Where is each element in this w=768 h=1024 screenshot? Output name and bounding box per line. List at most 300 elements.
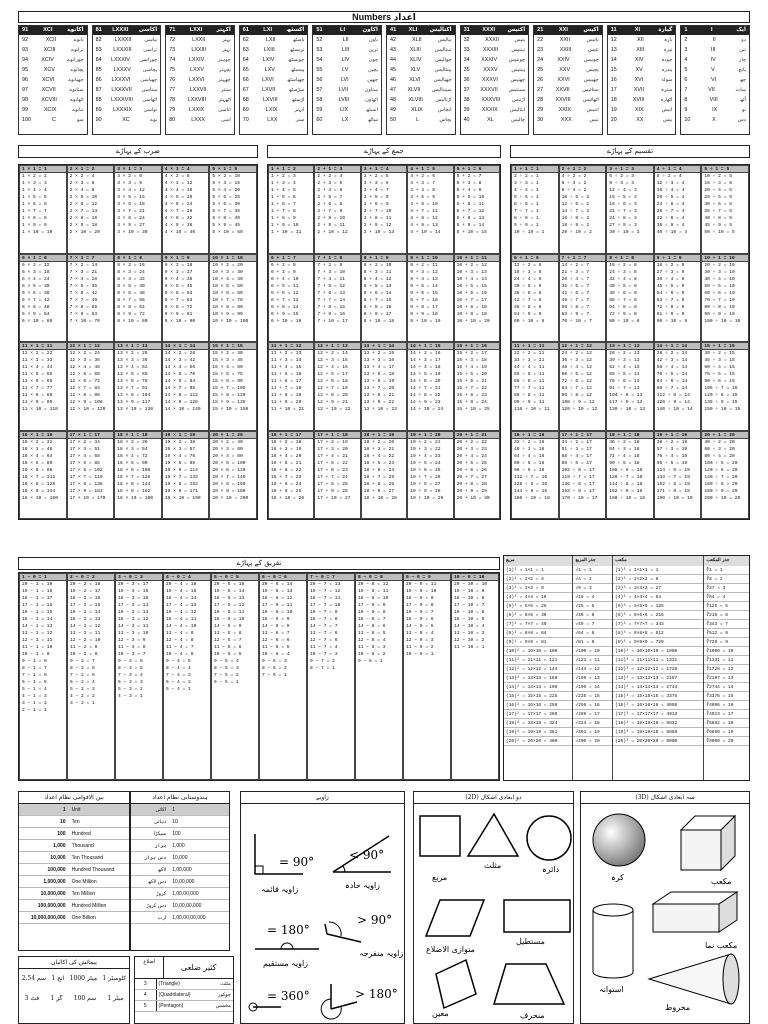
table-line: 20 + 10 = 30 — [456, 495, 490, 501]
table-line: 6 ÷ 3 = 2 — [561, 181, 587, 186]
table-line: 9 − 3 = 6 — [118, 659, 143, 664]
number-column-head — [534, 26, 602, 35]
table-line: 7 × 5 = 35 — [69, 283, 98, 289]
number-cell: 66 — [242, 77, 249, 83]
number-cell: پینتیس — [511, 67, 526, 73]
subtraction-title: تفریق کے پہاڑے — [18, 557, 500, 570]
square-root-column-head: جذر المربع — [573, 556, 612, 566]
table-line: 3 × 5 = 15 — [117, 195, 145, 200]
table-line: 33 ÷ 3 = 11 — [514, 358, 545, 363]
table-line: 9 − 2 = 7 — [70, 659, 95, 664]
table-line: 12 − 8 = 4 — [358, 638, 386, 643]
power-row: ∛1331 = 11 — [704, 656, 749, 665]
table-line: 1 + 10 = 11 — [271, 230, 302, 235]
number-row — [534, 75, 602, 85]
table-line: 18 × 2 = 36 — [117, 439, 148, 445]
table-line: 4 × 7 = 28 — [164, 209, 193, 214]
table-line: 13 + 7 = 20 — [363, 386, 395, 391]
table-line: 18 + 10 = 28 — [363, 495, 397, 501]
table-line: 16 − 2 = 14 — [70, 610, 101, 615]
table-line: 5 × 10 = 50 — [212, 230, 243, 235]
table-line: 140 ÷ 10 = 14 — [656, 407, 693, 412]
table-line: 20 + 4 = 24 — [456, 453, 487, 459]
place-number: 10,00,000 — [172, 879, 195, 885]
table-line: 17 × 7 = 119 — [69, 474, 103, 480]
power-row: (18)³ = 18×18×18 = 5832 — [613, 719, 703, 728]
table-line: 9 ÷ 3 = 3 — [609, 181, 634, 186]
division-block — [511, 431, 559, 520]
table-line: 11 × 8 = 88 — [22, 393, 53, 398]
table-line: 6 + 2 = 8 — [271, 262, 296, 268]
multiplication-block — [19, 431, 67, 520]
table-block-head: 18 ÷ 1 = 18 — [607, 432, 653, 439]
table-line: 9 − 4 = 5 — [166, 659, 191, 664]
multiplication-title: ضرب کے پہاڑے — [18, 145, 258, 158]
number-row — [534, 115, 602, 125]
table-line: 5 × 5 = 25 — [212, 195, 240, 200]
addition-block — [407, 165, 453, 254]
table-line: 45 ÷ 9 = 5 — [704, 223, 732, 228]
place-number: 1,000 — [172, 843, 185, 849]
number-cell: چوبیس — [583, 57, 599, 63]
number-row — [240, 35, 308, 45]
table-line: 54 ÷ 6 = 9 — [656, 290, 685, 296]
table-line: 4 × 4 = 16 — [164, 188, 193, 193]
table-line: 6 × 6 = 36 — [22, 290, 50, 296]
number-cell: XCII — [45, 37, 57, 43]
table-block-head: 9 × 1 = 9 — [163, 255, 209, 262]
table-line: 6 − 1 = 5 — [22, 680, 47, 685]
table-line: 18 + 2 = 20 — [363, 439, 395, 445]
subtraction-block — [19, 573, 67, 780]
table-line: 108 ÷ 9 = 12 — [561, 400, 595, 405]
table-line: 20 + 9 = 29 — [456, 488, 487, 494]
subtraction-block — [451, 573, 499, 780]
number-cell: سولہ — [661, 77, 673, 83]
power-row: ∛512 = 8 — [704, 629, 749, 638]
power-row: √225 = 15 — [573, 692, 612, 701]
table-line: 136 ÷ 8 = 17 — [561, 481, 595, 487]
table-line: 9 + 5 = 14 — [410, 283, 438, 289]
table-line: 12 − 4 = 8 — [166, 638, 194, 643]
unit-row — [19, 969, 129, 989]
table-line: 15 − 9 = 6 — [406, 617, 434, 622]
table-line: 12 × 6 = 72 — [69, 379, 100, 384]
number-row — [19, 55, 87, 65]
number-row — [93, 85, 161, 95]
table-line: 3 × 2 = 6 — [117, 174, 142, 179]
number-cell: LXXVII — [189, 87, 207, 93]
table-line: 10 − 3 = 7 — [118, 652, 146, 657]
table-line: 14 × 9 = 126 — [164, 400, 198, 405]
power-row: ∛343 = 7 — [704, 620, 749, 629]
table-line: 51 ÷ 3 = 17 — [561, 446, 592, 452]
table-line: 4 + 5 = 9 — [410, 195, 435, 200]
table-line: 12 + 7 = 19 — [317, 386, 348, 391]
place-number: 10,00,00,000 — [172, 903, 202, 909]
number-cell: LXXVIII — [187, 97, 206, 103]
number-row — [608, 45, 676, 55]
table-line: 8 + 2 = 10 — [363, 262, 392, 268]
number-cell: 24 — [537, 57, 544, 63]
number-cell: 90 — [95, 117, 102, 123]
table-line: 17 − 1 = 16 — [22, 603, 53, 608]
table-line: 13 + 2 = 15 — [363, 351, 395, 356]
number-cell: چھپن — [367, 77, 378, 83]
polygon-sides: 4 — [135, 990, 157, 1000]
table-line: 200 ÷ 10 = 20 — [704, 495, 741, 501]
number-cell: 28 — [537, 97, 544, 103]
table-line: 40 ÷ 4 = 10 — [704, 276, 735, 282]
table-line: 5 + 7 = 12 — [456, 209, 485, 214]
place-number: 1 — [172, 807, 175, 813]
table-line: 14 × 6 = 84 — [164, 379, 196, 384]
table-line: 56 ÷ 8 = 7 — [561, 304, 590, 310]
number-cell: باون — [368, 37, 378, 43]
table-line: 17 − 8 = 9 — [358, 603, 386, 608]
division-block — [559, 254, 607, 343]
addition-block — [361, 165, 407, 254]
number-cell: ننانوے — [72, 107, 84, 113]
table-line: 6 − 2 = 4 — [70, 680, 95, 685]
number-cell: 75 — [169, 67, 176, 73]
table-line: 20 − 7 = 13 — [310, 582, 341, 587]
number-cell: 22 — [537, 37, 544, 43]
number-cell: 69 — [242, 107, 249, 113]
table-line: 17 − 3 = 14 — [118, 603, 149, 608]
table-line: 112 ÷ 8 = 14 — [656, 393, 690, 398]
number-row — [387, 55, 455, 65]
polygon-sides-title: اضلاع — [135, 957, 164, 978]
place-name: One Million — [71, 879, 97, 885]
number-cell: 56 — [316, 77, 323, 83]
multiplication-block — [114, 165, 162, 254]
table-line: 15 − 6 = 9 — [262, 617, 290, 622]
number-row — [681, 115, 749, 125]
table-line: 7 − 5 = 2 — [214, 673, 239, 678]
table-block-head: 17 ÷ 1 = 17 — [560, 432, 606, 439]
table-line: 20 − 8 = 12 — [358, 582, 389, 587]
table-block-head: 17 × 1 = 17 — [68, 432, 114, 439]
number-cell: XCIX — [43, 107, 57, 113]
table-line: 19 − 4 = 15 — [166, 589, 197, 594]
number-cell: IV — [710, 57, 716, 63]
table-block-head: 4 − 0 = 4 — [164, 574, 210, 581]
power-row: √144 = 12 — [573, 665, 612, 674]
table-line: 12 × 2 = 24 — [69, 351, 100, 356]
table-line: 12 − 7 = 5 — [310, 638, 338, 643]
subtraction-block — [259, 573, 307, 780]
number-row — [240, 115, 308, 125]
table-line: 13 − 6 = 7 — [262, 631, 290, 636]
number-cell: 78 — [169, 97, 176, 103]
power-row: ∛216 = 6 — [704, 611, 749, 620]
table-line: 19 × 3 = 57 — [164, 446, 196, 452]
number-row — [387, 75, 455, 85]
table-line: 32 ÷ 2 = 16 — [514, 439, 545, 445]
table-block-head: 19 × 1 = 19 — [163, 432, 209, 439]
place-number: 100 — [172, 831, 181, 837]
division-block — [606, 342, 654, 431]
table-line: 16 − 7 = 9 — [310, 610, 338, 615]
place-name: Ten — [71, 819, 80, 825]
number-cell: سڑسٹھ — [288, 87, 305, 93]
table-line: 8 − 7 = 1 — [310, 666, 335, 671]
power-row: (6)² = 6×6 = 36 — [504, 611, 572, 620]
table-line: 7 × 7 = 49 — [69, 297, 98, 303]
number-cell: LXIII — [263, 47, 275, 53]
table-line: 2 − 1 = 1 — [22, 708, 47, 713]
number-cell: بیاسی — [144, 37, 158, 43]
number-row — [534, 55, 602, 65]
number-head-cell: I — [711, 27, 713, 33]
table-line: 1 + 4 = 5 — [271, 188, 296, 193]
polygons-box — [134, 956, 234, 1024]
table-line: 4 − 1 = 3 — [22, 694, 47, 699]
square-label: مربع — [432, 873, 448, 882]
number-cell: XVII — [633, 87, 644, 93]
table-line: 7 − 3 = 4 — [118, 673, 143, 678]
power-row: (13)² = 13×13 = 169 — [504, 674, 572, 683]
number-cell: بہتر — [222, 37, 231, 43]
table-line: 57 ÷ 3 = 19 — [656, 446, 688, 452]
table-line: 16 × 10 = 160 — [22, 495, 58, 501]
table-block-head: 20 × 1 = 20 — [210, 432, 256, 439]
table-line: 63 ÷ 7 = 9 — [656, 297, 685, 303]
power-row: ∛8 = 2 — [704, 575, 749, 584]
number-cell: انہتر — [294, 107, 305, 113]
division-block — [511, 342, 559, 431]
table-line: 8 × 8 = 64 — [117, 304, 145, 310]
table-line: 17 × 3 = 51 — [69, 446, 100, 452]
place-name: Ten Thousand — [71, 855, 104, 861]
number-cell: چھیانوے — [68, 77, 84, 83]
number-cell: 82 — [95, 37, 102, 43]
number-cell: ستائیس — [582, 87, 599, 93]
number-head-cell: 61 — [242, 27, 250, 33]
number-row — [166, 65, 234, 75]
number-cell: XX — [636, 117, 644, 123]
number-row — [313, 75, 381, 85]
table-line: 16 ÷ 4 = 4 — [656, 188, 685, 193]
number-cell: LXXXIII — [113, 47, 132, 53]
addition-tables — [267, 164, 501, 520]
table-line: 56 ÷ 7 = 8 — [609, 297, 637, 303]
number-cell: پندرہ — [661, 67, 673, 73]
table-line: 14 − 7 = 7 — [310, 624, 338, 629]
number-row — [19, 115, 87, 125]
table-line: 4 − 2 = 2 — [70, 694, 95, 699]
number-row — [19, 95, 87, 105]
number-cell: انسٹھ — [366, 107, 378, 113]
table-block-head: 7 − 0 = 7 — [308, 574, 354, 581]
table-line: 3 + 6 = 9 — [363, 202, 389, 207]
place-number: 10,000 — [172, 855, 188, 861]
power-row: √121 = 11 — [573, 656, 612, 665]
numbers-grid — [18, 25, 750, 135]
addition-block — [454, 254, 500, 343]
number-row — [93, 95, 161, 105]
number-cell: 57 — [316, 87, 323, 93]
number-row — [461, 55, 529, 65]
number-row — [240, 85, 308, 95]
number-cell: XXII — [559, 37, 570, 43]
table-line: 8 × 4 = 32 — [117, 276, 145, 282]
table-line: 4 + 8 = 12 — [410, 216, 438, 221]
table-line: 6 − 5 = 1 — [214, 680, 239, 685]
number-head-cell: XCI — [43, 27, 53, 33]
table-line: 48 ÷ 8 = 6 — [514, 304, 542, 310]
unit-cell: 1 گز — [50, 995, 63, 1002]
number-head-cell: اکہتر — [216, 27, 231, 33]
table-line: 128 ÷ 8 = 16 — [514, 481, 548, 487]
number-cell: XXXII — [485, 37, 499, 43]
table-line: 14 − 9 = 5 — [406, 624, 434, 629]
full-angle-value: = 360° — [267, 989, 310, 1003]
number-row — [313, 45, 381, 55]
place-number: 1 — [62, 807, 66, 813]
table-line: 72 ÷ 6 = 12 — [561, 379, 592, 384]
table-block-head: 6 + 1 = 7 — [269, 255, 313, 262]
table-line: 15 − 5 = 10 — [214, 617, 245, 622]
table-line: 11 − 1 = 10 — [22, 645, 53, 650]
number-head-cell: ایک — [736, 27, 746, 33]
table-line: 19 − 8 = 11 — [358, 589, 389, 594]
division-block — [559, 431, 607, 520]
unit-cell: 100 سم — [73, 995, 97, 1002]
number-cell: تریسٹھ — [289, 47, 305, 53]
number-cell: LXVI — [262, 77, 274, 83]
power-row: (14)³ = 14×14×14 = 2744 — [613, 683, 703, 692]
table-line: 16 + 3 = 19 — [271, 446, 302, 452]
table-line: 5 × 8 = 40 — [212, 216, 240, 221]
table-line: 17 + 5 = 22 — [317, 460, 348, 466]
polygon-row — [135, 990, 233, 1001]
number-row — [313, 105, 381, 115]
number-row — [681, 35, 749, 45]
table-line: 2 + 3 = 5 — [317, 181, 343, 186]
table-line: 16 + 9 = 25 — [271, 488, 302, 494]
number-cell: 88 — [95, 97, 102, 103]
power-row: (2)³ = 2×2×2 = 8 — [613, 575, 703, 584]
table-line: 70 ÷ 5 = 14 — [656, 372, 688, 377]
power-row: √81 = 9 — [573, 638, 612, 647]
table-block-head: 10 + 1 = 11 — [455, 255, 499, 262]
division-tables — [510, 164, 750, 520]
number-cell: 6 — [684, 77, 688, 83]
power-row: (5)³ = 5×5×5 = 125 — [613, 602, 703, 611]
number-row — [534, 105, 602, 115]
table-line: 14 × 10 = 140 — [164, 407, 201, 412]
table-line: 17 − 2 = 15 — [70, 603, 101, 608]
number-row — [166, 95, 234, 105]
number-cell: XCVI — [41, 77, 55, 83]
table-line: 8 − 6 = 2 — [262, 666, 287, 671]
table-line: 13 × 9 = 117 — [117, 400, 151, 405]
number-row — [240, 95, 308, 105]
table-line: 24 ÷ 4 = 6 — [514, 276, 542, 282]
table-line: 18 + 7 = 25 — [363, 474, 395, 480]
unit-cell: 1 انچ — [51, 975, 65, 982]
number-cell: XL — [487, 117, 494, 123]
table-line: 12 × 4 = 48 — [69, 365, 100, 370]
international-row — [19, 804, 129, 816]
number-cell: LXXXVIII — [110, 97, 133, 103]
power-row: (7)² = 7×7 = 49 — [504, 620, 572, 629]
power-row: ∛5832 = 18 — [704, 719, 749, 728]
power-row: ∛729 = 9 — [704, 638, 749, 647]
table-line: 20 + 2 = 22 — [456, 439, 487, 445]
table-line: 5 + 8 = 13 — [456, 216, 485, 221]
table-line: 13 × 5 = 65 — [117, 372, 148, 377]
number-head-cell: 81 — [95, 27, 102, 33]
table-line: 60 ÷ 5 = 12 — [561, 372, 592, 377]
number-cell: XCVII — [41, 87, 56, 93]
table-line: 14 − 10 = 4 — [454, 624, 485, 629]
table-line: 14 + 4 = 18 — [410, 365, 441, 370]
table-line: 17 + 8 = 25 — [317, 481, 348, 487]
number-cell: LXXXIX — [113, 107, 132, 113]
addition-block — [361, 342, 407, 431]
international-row — [19, 852, 129, 864]
table-line: 18 × 8 = 144 — [117, 481, 151, 487]
number-cell: تراسی — [143, 47, 158, 53]
table-line: 70 ÷ 7 = 10 — [704, 297, 735, 303]
table-line: 18 + 9 = 27 — [363, 488, 395, 494]
table-line: 4 × 3 = 12 — [164, 181, 193, 186]
number-column-head — [461, 26, 529, 35]
table-line: 48 ÷ 4 = 12 — [561, 365, 592, 370]
number-cell: XXIII — [559, 47, 572, 53]
table-line: 4 ÷ 2 = 2 — [561, 174, 587, 179]
number-cell: 59 — [316, 107, 323, 113]
number-row — [387, 105, 455, 115]
table-line: 7 + 2 = 9 — [317, 262, 343, 268]
number-row — [387, 115, 455, 125]
table-line: 1 × 3 = 3 — [22, 181, 47, 186]
international-numbering-title: بین الاقوامی نظام اعداد — [19, 792, 129, 804]
division-block — [559, 342, 607, 431]
table-line: 5 + 3 = 8 — [456, 181, 482, 186]
table-line: 16 − 8 = 8 — [358, 610, 386, 615]
table-line: 10 + 5 = 15 — [456, 283, 487, 289]
table-line: 54 ÷ 9 = 6 — [514, 311, 542, 317]
polygons-title: کثیر ضلعی — [180, 963, 217, 972]
table-line: 20 × 8 = 160 — [212, 481, 246, 487]
table-line: 2 ÷ 2 = 1 — [514, 174, 539, 179]
number-column-head — [313, 26, 381, 35]
table-line: 12 − 9 = 3 — [406, 638, 434, 643]
table-line: 5 + 6 = 11 — [456, 202, 485, 207]
number-cell: ستر — [295, 117, 305, 123]
number-cell: چورانوے — [67, 57, 84, 63]
table-block-head: 5 × 1 = 5 — [210, 166, 256, 173]
power-row: ∛64 = 4 — [704, 593, 749, 602]
numbers-title: Numbers اعداد — [18, 11, 750, 23]
international-row — [19, 876, 129, 888]
table-line: 12 − 2 = 10 — [70, 638, 101, 643]
number-cell: 13 — [610, 47, 617, 53]
number-cell: 36 — [463, 77, 470, 83]
multiplication-block — [67, 254, 115, 343]
number-row — [461, 85, 529, 95]
table-line: 36 ÷ 3 = 12 — [561, 358, 592, 363]
table-line: 63 ÷ 9 = 7 — [561, 311, 590, 317]
table-line: 1 × 7 = 7 — [22, 209, 47, 214]
table-line: 12 + 10 = 22 — [317, 407, 351, 412]
addition-block — [454, 165, 500, 254]
number-cell: اڑتیس — [512, 97, 526, 103]
